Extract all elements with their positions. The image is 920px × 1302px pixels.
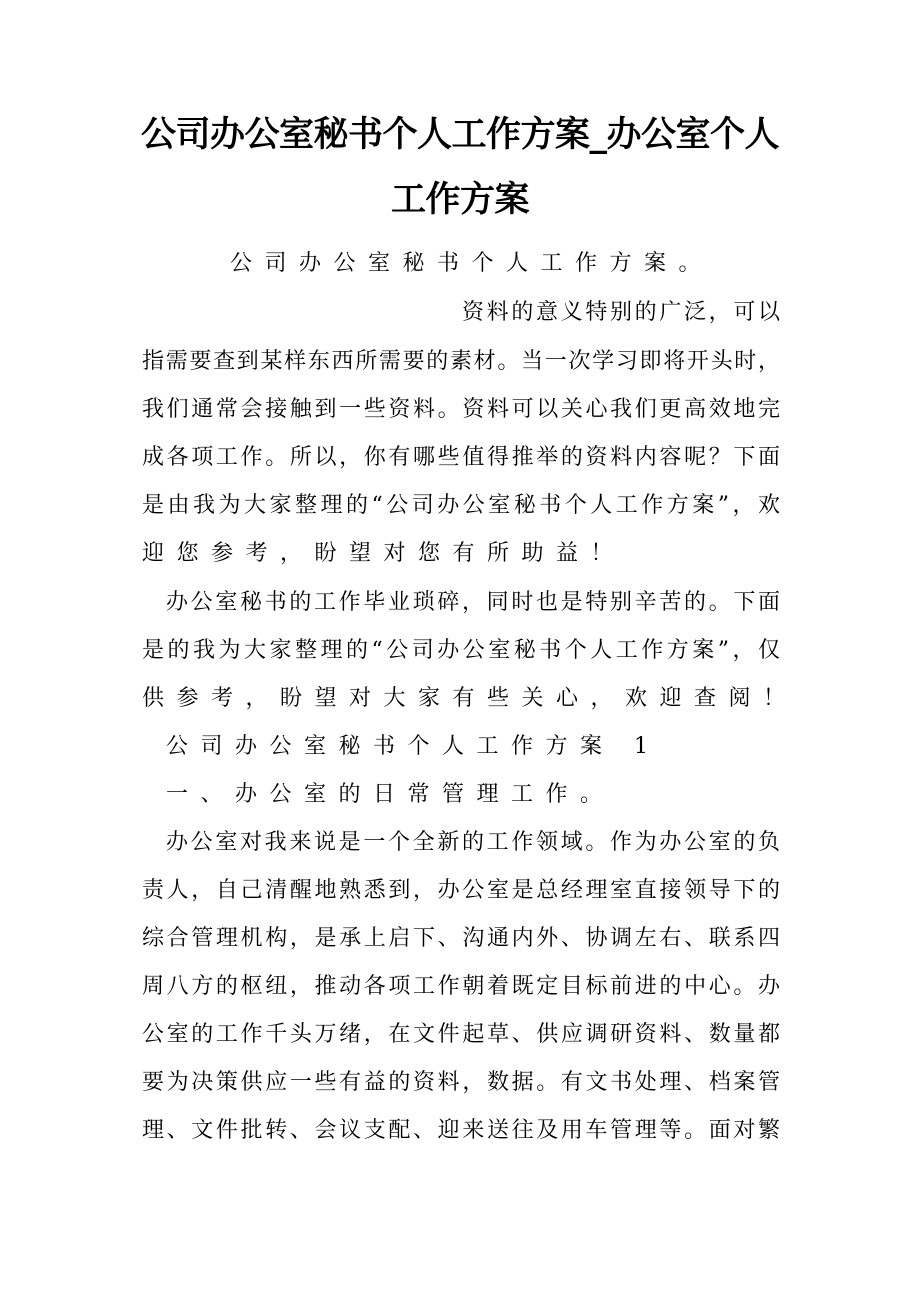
document-text-line: 资料的意义特别的广泛，可以	[462, 300, 780, 325]
document-title-line-2: 工作方案	[390, 180, 529, 220]
document-text-line: 一、办公室的日常管理工作。	[166, 782, 615, 807]
document-text-line: 是的我为大家整理的“公司办公室秘书个人工作方案”，仅	[142, 638, 780, 663]
document-text-line: 办公室秘书的工作毕业琐碎，同时也是特别辛苦的。下面	[166, 590, 780, 615]
document-text-line: 成各项工作。所以，你有哪些值得推举的资料内容呢？下面	[142, 445, 780, 470]
document-text-line: 是由我为大家整理的“公司办公室秘书个人工作方案”，欢	[142, 493, 780, 518]
document-text-line: 办公室对我来说是一个全新的工作领域。作为办公室的负	[166, 830, 780, 855]
document-text-line: 周八方的枢纽，推动各项工作朝着既定目标前进的中心。办	[142, 974, 780, 999]
document-text-line: 综合管理机构，是承上启下、沟通内外、协调左右、联系四	[142, 926, 780, 951]
document-text-line: 供参考，盼望对大家有些关心，欢迎查阅！	[142, 686, 798, 711]
document-title-line-1: 公司办公室秘书个人工作方案_办公室个人	[140, 115, 779, 155]
document-text-line: 责人，自己清醒地熟悉到，办公室是总经理室直接领导下的	[142, 878, 780, 903]
document-text-line: 理、文件批转、会议支配、迎来送往及用车管理等。面对繁	[142, 1118, 780, 1143]
document-text-line: 公司办公室秘书个人工作方案。	[230, 251, 714, 276]
document-text-line: 指需要查到某样东西所需要的素材。当一次学习即将开头时，	[142, 349, 780, 374]
document-text-line: 要为决策供应一些有益的资料，数据。有文书处理、档案管	[142, 1070, 780, 1095]
document-text-line: 公司办公室秘书个人工作方案 1	[166, 734, 661, 759]
document-text-line: 我们通常会接触到一些资料。资料可以关心我们更高效地完	[142, 397, 780, 422]
document-text-line: 迎您参考，盼望对您有所助益！	[142, 541, 626, 566]
document-text-line: 公室的工作千头万绪，在文件起草、供应调研资料、数量都	[142, 1022, 780, 1047]
